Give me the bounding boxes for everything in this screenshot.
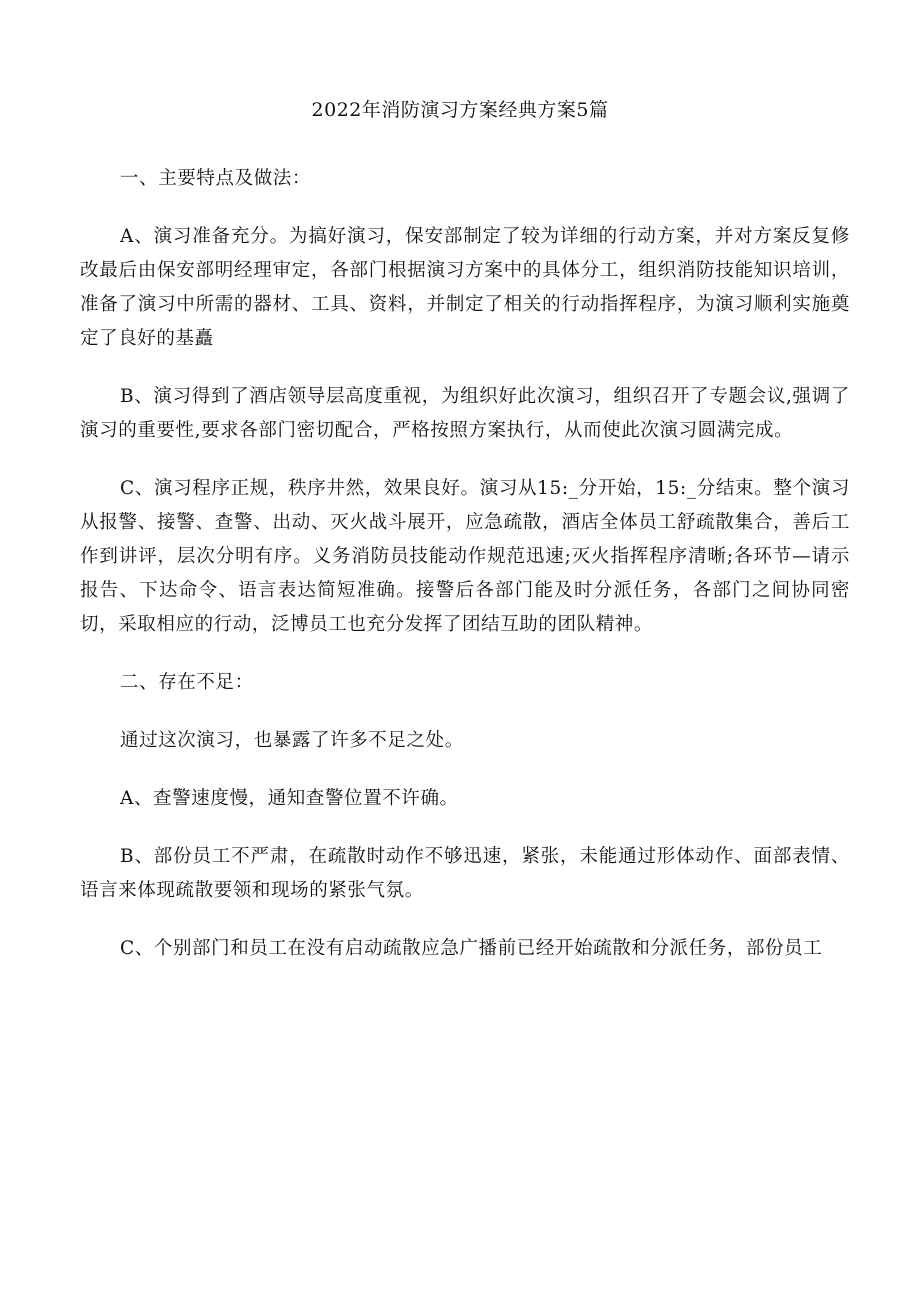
paragraph-shortcomings-intro: 通过这次演习，也暴露了许多不足之处。 [120,730,464,751]
paragraph-b-staff-attitude: B、部份员工不严肃，在疏散时动作不够迅速，紧张，未能通过形体动作、面部表情、语言来体现疏散要领和现场的紧张气氛。 [80,846,850,901]
paragraph-a-slow-check: A、查警速度慢，通知查警位置不许确。 [120,788,459,809]
section-heading-shortcomings: 二、存在不足： [120,672,254,693]
paragraph-c-procedure: C、演习程序正规，秩序井然，效果良好。演习从15:_分开始，15:_分结束。整个演习从报警、接警、查警、出动、灭火战斗展开，应急疏散，酒店全体员工舒疏散集合，善后工作到讲评，层次分明有序。义务消防员技能动作规范迅速;灭火指挥程序清晰;各环节—请示报告、下达命令、语言表达简短准确。接警后各部门能及时分派任务，各部门之间协同密切，采取相应的行动，泛博员工也充分发挥了团结互助的团队精神。 [80,478,850,635]
paragraph-b-leadership: B、演习得到了酒店领导层高度重视，为组织好此次演习，组织召开了专题会议,强调了演习的重要性,要求各部门密切配合，严格按照方案执行，从而使此次演习圆满完成。 [80,386,850,441]
section-heading-features: 一、主要特点及做法： [120,168,312,189]
paragraph-c-premature-evacuation: C、个别部门和员工在没有启动疏散应急广播前已经开始疏散和分派任务，部份员工 [120,938,823,959]
document-title: 2022年消防演习方案经典方案5篇 [311,99,609,121]
paragraph-a-preparation: A、演习准备充分。为搞好演习，保安部制定了较为详细的行动方案，并对方案反复修改最后由保安部明经理审定，各部门根据演习方案中的具体分工，组织消防技能知识培训，准备了演习中所需的器材、工具、资料，并制定了相关的行动指挥程序，为演习顺利实施奠定了良好的基矗 [80,226,850,349]
